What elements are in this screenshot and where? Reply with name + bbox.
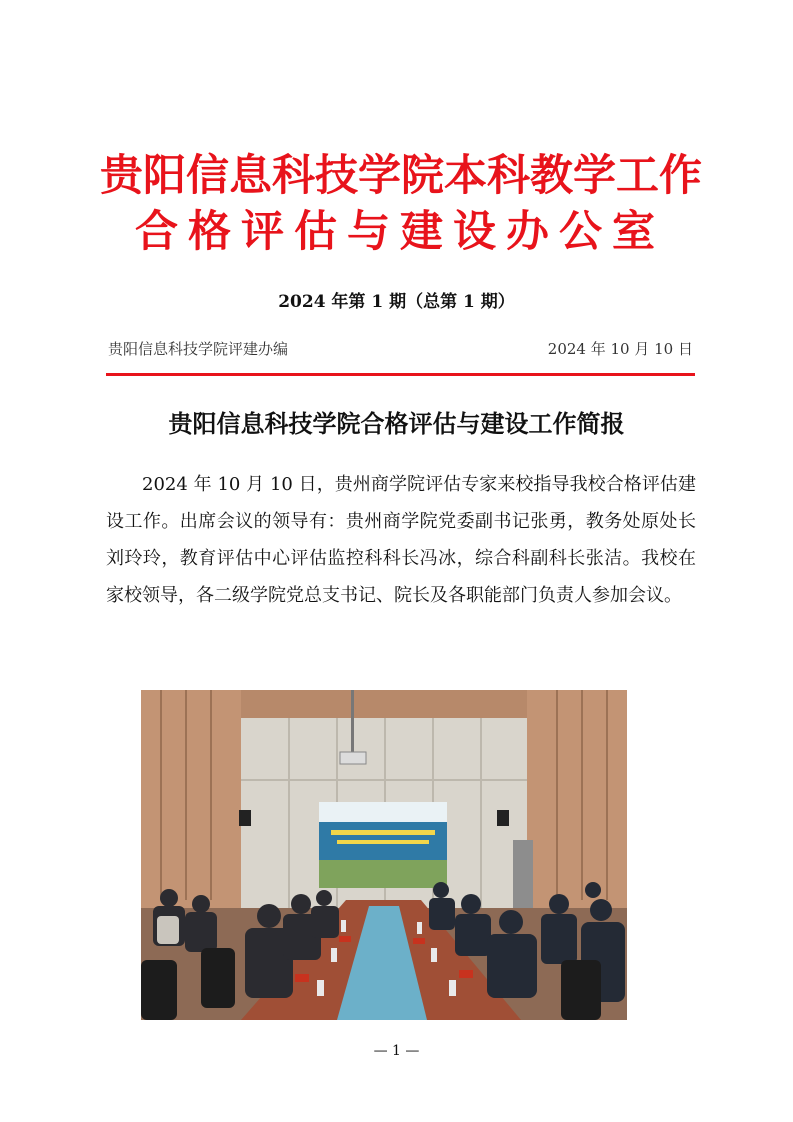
red-divider (106, 373, 695, 376)
issue-number: 2024 年第 1 期（总第 1 期） (278, 292, 515, 312)
masthead-line-2: 合格评估与建设办公室 (135, 207, 665, 257)
body-paragraph: 2024 年 10 月 10 日，贵州商学院评估专家来校指导我校合格评估建设工作。出席会议的领导有：贵州商学院党委副书记张勇，教务处原处长刘玲玲，教育评估中心评估监控科科长冯冰，综合科副科长张洁。我校在家校领导，各二级学院党总支书记、院长及各职能部门负责人参加会议。 (106, 474, 696, 606)
issue-date: 2024 年 10 月 10 日 (547, 340, 693, 358)
meeting-photo-illustration (141, 690, 627, 1020)
editor-label: 贵阳信息科技学院评建办编 (108, 340, 289, 358)
briefing-title: 贵阳信息科技学院合格评估与建设工作简报 (168, 410, 625, 438)
masthead (100, 148, 700, 260)
page-number: — 1 — (373, 1043, 420, 1059)
masthead-line-1: 贵阳信息科技学院本科教学工作 (100, 151, 702, 201)
meeting-photo (141, 690, 627, 1020)
